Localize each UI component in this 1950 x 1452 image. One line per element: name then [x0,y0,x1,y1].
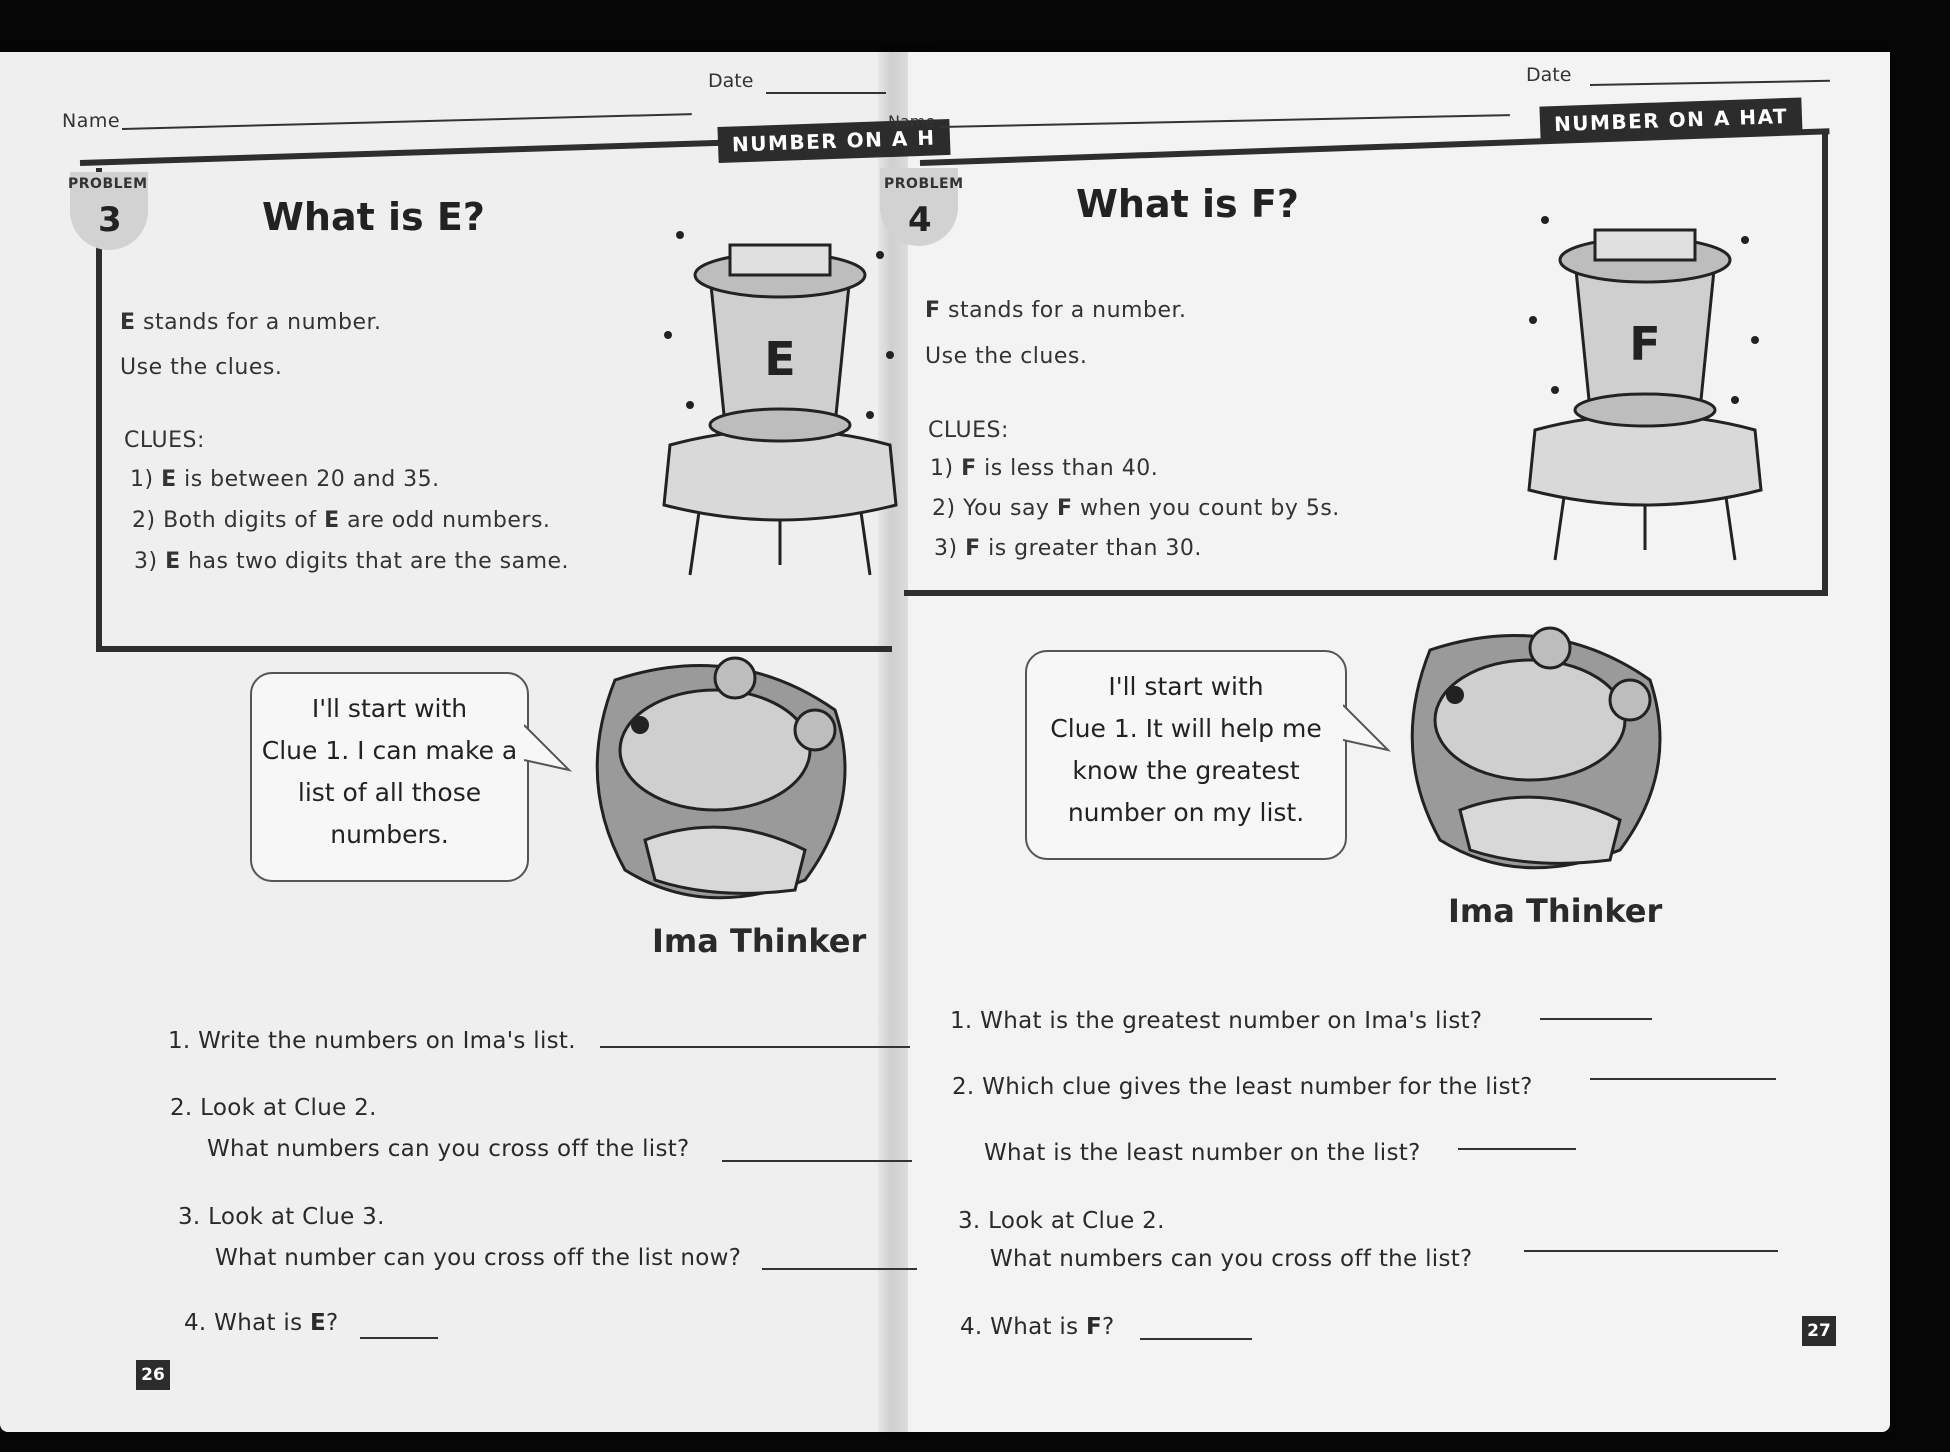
clue-2-letter-right: F [1056,496,1073,521]
answer-line-3-right[interactable] [1458,1148,1576,1150]
clue-1-pre-right: 1) [930,456,962,481]
date-label-right: Date [1526,64,1572,86]
clues-label-right: CLUES: [928,418,1009,443]
speech-bubble-left [250,672,529,882]
answer-line-1-left[interactable] [600,1046,910,1048]
question-2b-right: What is the least number on the list? [984,1140,1421,1166]
clue-1-letter-left: E [161,467,177,492]
clue-2-letter-left: E [324,508,340,533]
magic-hat-illustration-left [660,215,900,585]
intro-text-right: stands for a number. [940,298,1187,323]
bubble-line-2-left: Clue 1. I can make a [261,736,518,765]
bubble-line-3-left: list of all those [297,778,482,807]
intro-left [120,310,382,335]
question-4-right [960,1314,1115,1340]
clue-3-right [934,536,1202,561]
clue-1-text-left: is between 20 and 35. [176,467,440,492]
answer-line-1-right[interactable] [1540,1018,1652,1020]
bubble-line-3-right: know the greatest [1072,756,1300,785]
clue-2-pre-right: 2) You say [932,496,1057,521]
question-4-letter-right: F [1085,1314,1102,1340]
clue-3-pre-left: 3) [134,549,166,574]
clue-3-left [134,549,569,574]
question-1-right: 1. What is the greatest number on Ima's list? [950,1008,1483,1034]
problem-number-left: 3 [98,200,122,240]
speech-bubble-right [1025,650,1347,860]
intro-letter-right: F [925,298,941,323]
page-number-right: 27 [1802,1316,1836,1346]
question-4-post-right: ? [1102,1314,1115,1340]
clue-1-pre-left: 1) [130,467,162,492]
clue-2-text-left: are odd numbers. [339,508,551,533]
question-2a-right: 2. Which clue gives the least number for the list? [952,1074,1533,1100]
clue-3-text-left: has two digits that are the same. [180,549,570,574]
question-1-left: 1. Write the numbers on Ima's list. [168,1028,576,1054]
intro-letter-left: E [120,310,136,335]
clues-label-left: CLUES: [124,428,205,453]
question-2b-left: What numbers can you cross off the list? [207,1136,690,1162]
question-2a-left: 2. Look at Clue 2. [170,1095,377,1121]
bubble-line-4-left: numbers. [330,820,449,849]
bubble-line-2-right: Clue 1. It will help me [1050,714,1322,743]
problem-number-right: 4 [908,200,932,240]
answer-line-4-left[interactable] [360,1337,438,1339]
clue-1-text-right: is less than 40. [976,456,1159,481]
question-4-pre-right: 4. What is [960,1314,1086,1340]
question-4-left [184,1310,339,1336]
problem-word-right: PROBLEM [884,176,964,192]
date-label-left: Date [708,70,754,92]
clue-3-text-right: is greater than 30. [980,536,1202,561]
question-4-pre-left: 4. What is [184,1310,310,1336]
answer-line-2-right[interactable] [1590,1078,1776,1080]
question-3b-left: What number can you cross off the list now? [215,1245,742,1271]
hat-letter-right: F [1629,317,1661,371]
hat-letter-left: E [764,332,796,386]
bubble-tail-left [524,720,574,780]
clue-2-text-right: when you count by 5s. [1072,496,1340,521]
caption-left: Ima Thinker [652,922,867,960]
bubble-tail-right [1343,700,1393,760]
intro-text-left: stands for a number. [135,310,382,335]
question-4-letter-left: E [309,1310,326,1336]
answer-line-4-right[interactable] [1524,1250,1778,1252]
clue-1-right [930,456,1158,481]
name-label-right: Name [888,112,936,131]
use-clues-right: Use the clues. [925,344,1088,369]
clue-3-letter-right: F [965,536,981,561]
answer-line-2-left[interactable] [722,1160,912,1162]
clue-2-pre-left: 2) Both digits of [132,508,325,533]
bubble-line-4-right: number on my list. [1067,798,1305,827]
caption-right: Ima Thinker [1448,892,1663,930]
date-line-left[interactable] [766,92,886,94]
question-3b-right: What numbers can you cross off the list? [990,1246,1473,1272]
magic-hat-illustration-right [1505,200,1785,570]
page-number-left: 26 [136,1360,170,1390]
clue-2-right [932,496,1340,521]
name-label-left: Name [62,110,121,132]
clue-1-letter-right: F [961,456,977,481]
question-3a-right: 3. Look at Clue 2. [958,1208,1165,1234]
mouse-character-illustration-right [1400,620,1670,880]
banner-left: NUMBER ON A H [717,119,950,163]
problem-word-left: PROBLEM [68,176,148,192]
bubble-line-1-left: I'll start with [311,694,468,723]
title-left: What is E? [262,195,485,239]
clue-1-left [130,467,440,492]
answer-line-3-left[interactable] [762,1268,917,1270]
use-clues-left: Use the clues. [120,355,283,380]
clue-2-left [132,508,550,533]
clue-3-letter-left: E [165,549,181,574]
mouse-character-illustration-left [585,650,855,910]
question-3a-left: 3. Look at Clue 3. [178,1204,385,1230]
answer-line-5-right[interactable] [1140,1338,1252,1340]
intro-right [925,298,1187,323]
banner-right: NUMBER ON A HAT [1539,97,1802,142]
clue-3-pre-right: 3) [934,536,966,561]
title-right: What is F? [1076,182,1299,226]
bubble-line-1-right: I'll start with [1108,672,1264,701]
question-4-post-left: ? [326,1310,339,1336]
